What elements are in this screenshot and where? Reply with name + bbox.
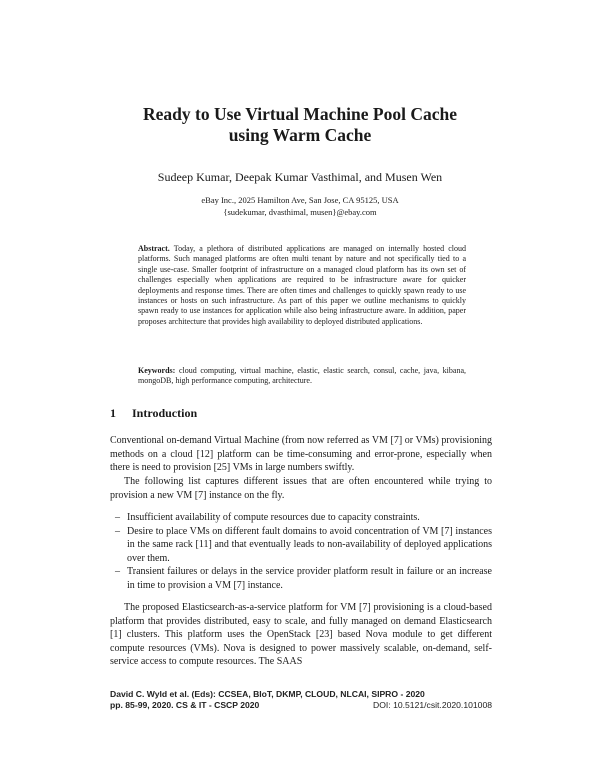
affiliation	[100, 194, 500, 218]
abstract	[138, 244, 466, 327]
paper-title	[100, 104, 500, 146]
affiliation-address: eBay Inc., 2025 Hamilton Ave, San Jose, CA 95125, USA	[201, 195, 399, 205]
title-line-1: Ready to Use Virtual Machine Pool Cache	[143, 104, 457, 124]
list-item	[110, 565, 492, 592]
list-item	[110, 525, 492, 566]
list-item-text: Desire to place VMs on different fault domains to avoid concentration of VM [7] instances in the same rack [11] and that eventually leads to non-availability of deployed applications over them.	[127, 525, 492, 564]
keywords	[138, 366, 466, 387]
list-item-text: Transient failures or delays in the service provider platform result in failure or an increase in time to provision a VM [7] instance.	[127, 566, 492, 591]
abstract-label: Abstract.	[138, 244, 170, 253]
title-line-2: using Warm Cache	[228, 125, 372, 145]
section-title: Introduction	[132, 406, 198, 420]
affiliation-emails: {sudekumar, dvasthimal, musen}@ebay.com	[223, 207, 377, 217]
keywords-label: Keywords:	[138, 366, 176, 375]
list-dash: –	[115, 512, 120, 523]
keywords-text: cloud computing, virtual machine, elastic, elastic search, consul, cache, java, kibana, mongoDB, high performance computing, architecture.	[138, 366, 466, 386]
section-heading	[110, 406, 197, 421]
footer-pages: pp. 85-99, 2020. CS & IT - CSCP 2020	[110, 700, 260, 710]
footer-doi: DOI: 10.5121/csit.2020.101008	[373, 700, 492, 710]
list-dash: –	[115, 525, 120, 537]
issue-list	[110, 511, 492, 592]
body-paragraph-2: The following list captures different issues that are often encountered while trying to provision a new VM [7] instance on the fly.	[110, 476, 492, 501]
body-paragraph-1: Conventional on-demand Virtual Machine (from now referred as VM [7] or VMs) provisioning methods on a cloud [12] platform can be time-consuming and error-prone, especially when there is need to provision [25] VMs in large numbers swiftly.	[110, 435, 492, 473]
section-number: 1	[110, 406, 116, 420]
list-dash: –	[115, 566, 120, 577]
list-item	[110, 511, 492, 525]
list-item-text: Insufficient availability of compute resources due to capacity constraints.	[127, 512, 420, 523]
footer-row	[110, 700, 492, 711]
page-footer	[110, 689, 492, 711]
footer-proceedings: David C. Wyld et al. (Eds): CCSEA, BIoT, DKMP, CLOUD, NLCAI, SIPRO - 2020	[110, 689, 425, 699]
abstract-text: Today, a plethora of distributed applications are managed on internally hosted cloud platforms. Such managed platforms are often multi tenant by nature and not specifically tied to a single use-case. Smaller footprint of infrastructure on a managed cloud platform has its own set of challenges especially when applications are required to be infrastructure aware for quicker deployments and response times. There are often times and challenges to quickly spawn ready to use instances or hosts on such infrastructure. As part of this paper we outline mechanisms to quickly spawn ready to use instances for application while also being infrastructure aware. In addition, paper proposes architecture that provides high availability to deployed distributed applications.	[138, 244, 466, 326]
body-paragraph-3: The proposed Elasticsearch-as-a-service platform for VM [7] provisioning is a cloud-based platform that provides distributed, easy to scale, and fully managed on demand Elasticsearch [1] clusters. This platform uses the OpenStack [23] based Nova module to get different compute resources (VMs). Nova is designed to power massively scalable, on-demand, self-service access to compute resources. The SAAS	[110, 602, 492, 667]
author-list: Sudeep Kumar, Deepak Kumar Vasthimal, and Musen Wen	[157, 170, 443, 184]
